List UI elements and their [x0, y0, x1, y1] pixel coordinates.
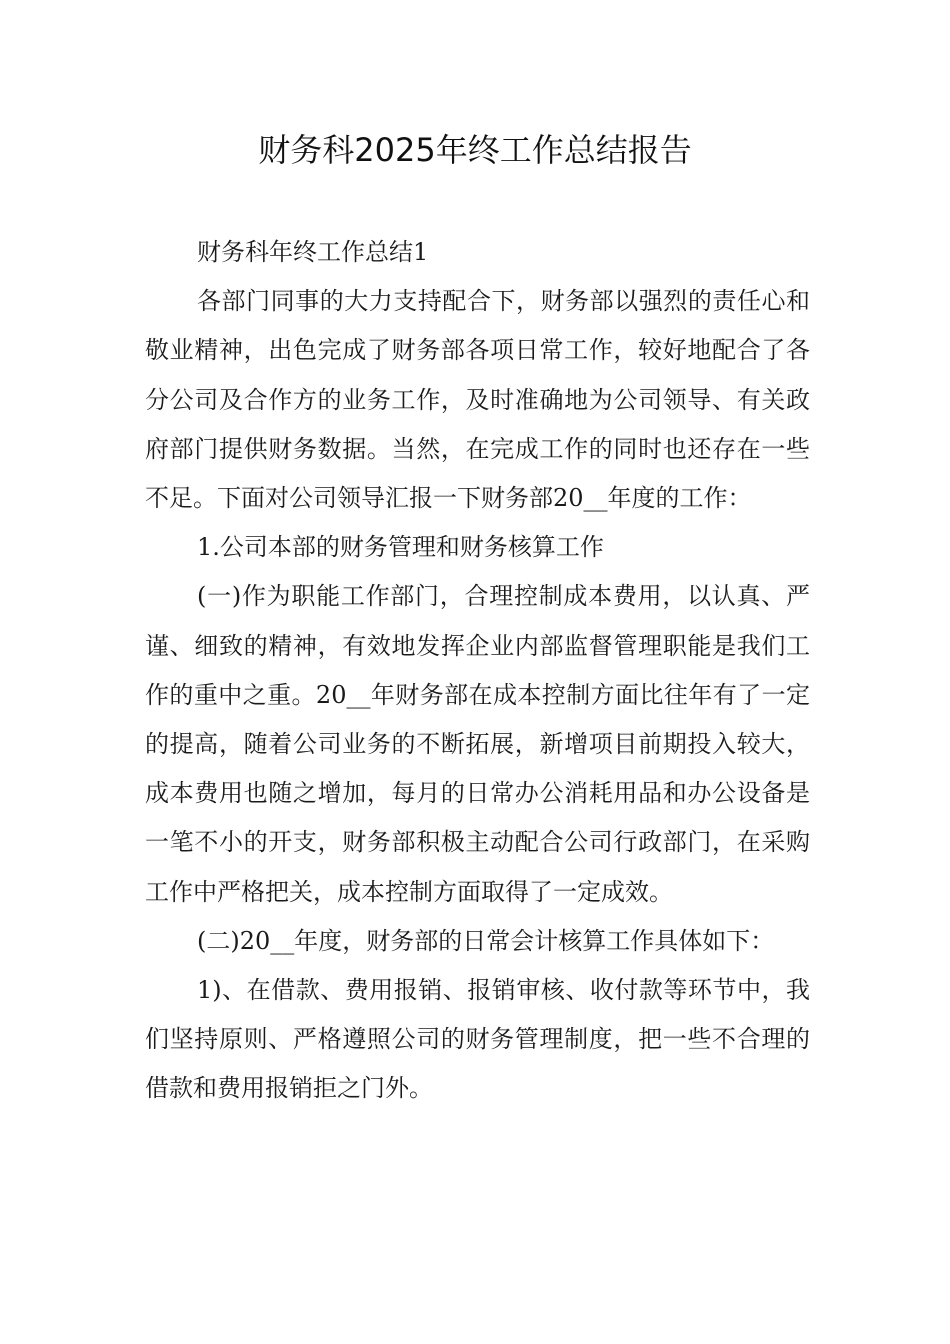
section-heading: 财务科年终工作总结1 — [197, 238, 429, 266]
body-paragraph: 1)、在借款、费用报销、报销审核、收付款等环节中，我们坚持原则、严格遵照公司的财务管理制度，把一些不合理的借款和费用报销拒之门外。 — [145, 976, 810, 1103]
document-body — [145, 228, 810, 1114]
document-title: 财务科2025年终工作总结报告 — [258, 131, 692, 169]
body-paragraph: (二)20__年度，财务部的日常会计核算工作具体如下： — [197, 926, 775, 955]
body-paragraph: 各部门同事的大力支持配合下，财务部以强烈的责任心和敬业精神，出色完成了财务部各项日常工作，较好地配合了各分公司及合作方的业务工作，及时准确地为公司领导、有关政府部门提供财务数据。当然，在完成工作的同时也还存在一些不足。下面对公司领导汇报一下财务部20__年度的工作： — [145, 287, 810, 513]
body-paragraph: (一)作为职能工作部门，合理控制成本费用，以认真、严谨、细致的精神，有效地发挥企业内部监督管理职能是我们工作的重中之重。20__年财务部在成本控制方面比往年有了一定的提高，随着公司业务的不断拓展，新增项目前期投入较大，成本费用也随之增加，每月的日常办公消耗用品和办公设备是一笔不小的开支，财务部积极主动配合公司行政部门，在采购工作中严格把关，成本控制方面取得了一定成效。 — [145, 582, 810, 906]
subsection-heading: 1.公司本部的财务管理和财务核算工作 — [197, 533, 604, 562]
